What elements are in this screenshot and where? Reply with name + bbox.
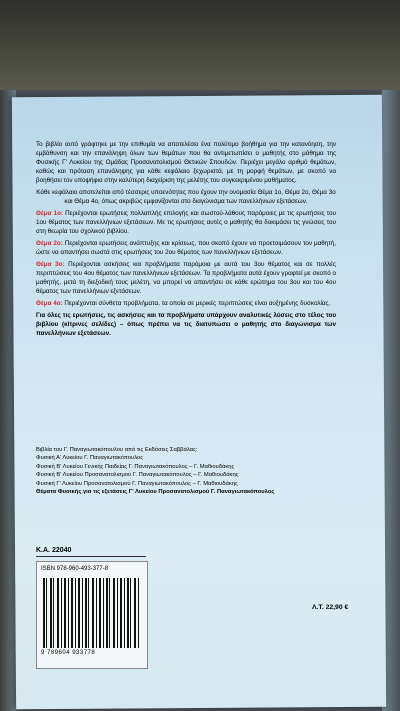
catalog-code: Κ.Α. 22040 [36,547,146,557]
theme-3-label: Θέμα 3ο: [36,261,65,268]
barcode-bar [113,578,114,648]
book-item: Θέματα Φυσικής για τις εξετάσεις Γ' Λυκείου Προσανατολισμού Γ. Παναγιωτακόπουλος [36,489,275,496]
barcode-bar [134,578,135,648]
barcode-digits: 9 789604 933778 [41,650,96,656]
theme-2-text: Περιέχονται ερωτήσεις ανάπτυξης και κρίσεως, που σκοπό έχουν να προετοιμάσουν τον μαθητή, ώστε να απαντήσει σωστά στις ερωτήσεις του 2ου θέματος των πανελλήνιων εξετάσεων. [36,240,336,256]
book-item: Φυσική Α' Λυκείου Γ. Παναγιωτακόπουλος [36,455,144,462]
theme-3-paragraph [36,260,336,296]
barcode-image [43,578,141,648]
barcode-bar [71,578,72,648]
closing-paragraph: Για όλες τις ερωτήσεις, τις ασκήσεις και τα προβλήματα υπάρχουν αναλυτικές λύσεις στο τέλος του βιβλίου (κίτρινες σελίδες) – όπως πρέπει να τις διατυπώσει ο μαθητής στο διαγώνισμα των πανελλήνιων εξετάσεων. [36,312,336,337]
books-heading: Βιβλία του Γ. Παναγιωτακόπουλου από τις Εκδόσεις Σαββάλας: [36,447,198,453]
theme-1-paragraph [36,209,336,236]
theme-4-label: Θέμα 4ο: [36,300,63,307]
books-list [36,446,336,496]
barcode-bar [53,578,54,648]
theme-2-label: Θέμα 2ο: [36,240,63,247]
price-label: Λ.Τ. 22,90 € [312,604,349,611]
theme-3-text: Περιέχονται ασκήσεις και προβλήματα παρόμοια με αυτά του 3ου θέματος και σε πολλές περιπτώσεις του 4ου θέματος των πανελλήνιων εξετάσεων. Τα προβλήματα αυτά έχουν γραφτεί με σκοπό ο μαθητής, μετά τη διεξοδική τους μελέτη, να μπορεί να απαντήσει σε κάθε ερώτημα του 3ου και του 4ου θέματος των πανελλήνιων εξετάσεων. [36,261,336,295]
book-item: Φυσική Γ' Λυκείου Προσανατολισμού Γ. Παναγιωτακόπουλος – Γ. Μαθιουδάκης [36,480,238,487]
theme-4-paragraph [36,299,336,308]
theme-4-text: Περιέχονται σύνθετα προβλήματα, τα οποία σε μερικές περιπτώσεις είναι αυξημένης δυσκολίας. [64,300,331,307]
theme-1-text: Περιέχονται ερωτήσεις πολλαπλής επιλογής και σωστού-λάθους παρόμοιες με τις ερωτήσεις του 1ου θέματος των πανελλήνιων εξετάσεων. Με τις ερωτήσεις αυτές ο μαθητής θα δοκιμάσει τις γνώσεις του στη θεωρία του σχολικού βιβλίου. [36,210,336,235]
intro-paragraph: Το βιβλίο αυτό γράφτηκε με την επιθυμία να αποτελέσει ένα πολύτιμο βοήθημα για την κατανόηση, την εμβάθυνση και την επανάληψη όλων των θεμάτων που θα αντιμετωπίσει ο μαθητής στο μάθημα της Φυσικής Γ' Λυκείου της Ομάδας Προσανατολισμού Θετικών Σπουδών. Περιέχει μεγάλο αριθμό θεμάτων, καθώς και πρόταση επανάληψης για κάθε κεφάλαιο ξεχωριστά, με τη μορφή θεμάτων, με σκοπό να βοηθήσει τον υποψήφιο στην καλύτερη διαχείριση της μελέτης του συγκεκριμένου μαθήματος. [36,141,336,184]
book-item: Φυσική Β' Λυκείου Γενικής Παιδείας Γ. Παναγιωτακόπουλος – Γ. Μαθιουδάκης [36,463,235,470]
description-block [36,140,336,341]
chapters-paragraph: Κάθε κεφάλαιο αποτελείται από τέσσερις υποενότητες που έχουν την ονομασία Θέμα 1ο, Θέμα 2ο, Θέμα 3ο και Θέμα 4ο, όπως ακριβώς εμφανίζονται στο διαγώνισμα των πανελλήνιων εξετάσεων. [36,189,336,205]
isbn-barcode-box [36,561,148,669]
theme-1-label: Θέμα 1ο: [36,210,64,217]
background-shelf [0,0,400,90]
theme-2-paragraph [36,239,336,257]
book-item: Φυσική Β' Λυκείου Προσανατολισμού Γ. Παναγιωτακόπουλος – Γ. Μαθιουδάκης [36,472,239,479]
isbn-label: ISBN 978-960-493-377-8 [41,566,109,572]
barcode-bar [92,578,93,648]
